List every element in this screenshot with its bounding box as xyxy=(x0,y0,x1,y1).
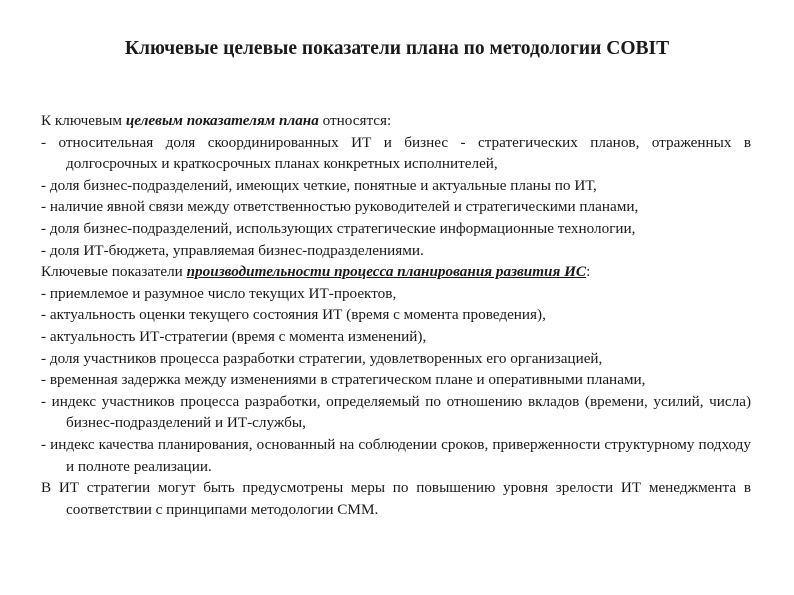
perf-item: - индекс качества планирования, основанный на соблюдении сроков, приверженности структурному подходу и полноте реализации. xyxy=(41,435,751,475)
perf-item: - временная задержка между изменениями в стратегическом плане и оперативными планами, xyxy=(41,371,646,389)
perf-item: - актуальность ИТ-стратегии (время с момента изменений), xyxy=(41,327,427,345)
plan-item: - относительная доля скоординированных ИТ и бизнес - стратегических планов, отраженных в долгосрочных и краткосрочных планах конкретных исполнителей, xyxy=(41,133,751,173)
perf-intro-emphasis: производительности процесса планирования развития ИС xyxy=(186,263,587,281)
perf-intro xyxy=(41,261,751,283)
plan-item: - наличие явной связи между ответственностью руководителей и стратегическими планами, xyxy=(41,198,639,216)
perf-item: - приемлемое и разумное число текущих ИТ-проектов, xyxy=(41,284,397,302)
plan-item: - доля ИТ-бюджета, управляемая бизнес-подразделениями. xyxy=(41,241,424,259)
perf-intro-post: : xyxy=(586,263,591,281)
slide-title: Ключевые целевые показатели плана по методологии COBIT xyxy=(124,38,670,59)
plan-item: - доля бизнес-подразделений, имеющих четкие, понятные и актуальные планы по ИТ, xyxy=(41,176,597,194)
slide-body xyxy=(41,110,751,520)
perf-item: - доля участников процесса разработки стратегии, удовлетворенных его организацией, xyxy=(41,349,603,367)
plan-intro-pre: К ключевым xyxy=(41,112,126,129)
perf-intro-pre: Ключевые показатели xyxy=(41,263,187,281)
perf-item: - актуальность оценки текущего состояния ИТ (время с момента проведения), xyxy=(41,306,546,324)
plan-intro-emphasis: целевым показателям плана xyxy=(125,112,319,129)
closing-paragraph: В ИТ стратегии могут быть предусмотрены меры по повышению уровня зрелости ИТ менеджмента в соответствии с принципами методологии СММ. xyxy=(41,479,751,518)
plan-intro-post: относятся: xyxy=(318,112,392,129)
perf-item: - индекс участников процесса разработки, определяемый по отношению вкладов (времени, усилий, числа) бизнес-подразделений и ИТ-службы, xyxy=(41,392,751,432)
plan-intro xyxy=(41,110,751,132)
plan-item: - доля бизнес-подразделений, использующих стратегические информационные технологии, xyxy=(41,219,636,237)
